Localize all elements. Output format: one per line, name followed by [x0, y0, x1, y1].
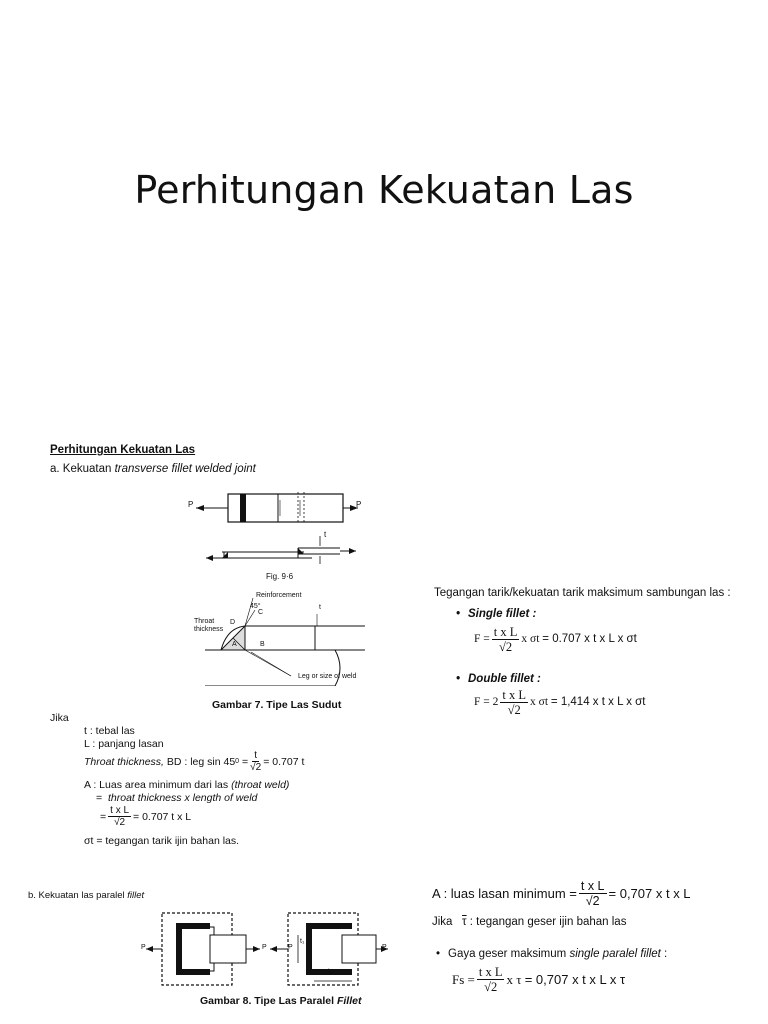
double-fillet-text: Double fillet : [468, 673, 541, 685]
fig2-a: A [232, 641, 237, 648]
min-area-fraction: $\frac{\text{t x L}}{√2}$ [580, 879, 605, 908]
def-a-formula: = $\frac{\text{t x L}}{√2}$ = 0.707 t x L [100, 805, 192, 828]
section-a-title [50, 463, 256, 477]
fig1-caption: Fig. 9·6 [266, 572, 294, 581]
jika-tau-label: Jika [432, 916, 453, 928]
shear-x: x τ [506, 971, 522, 987]
def-t-symbol: t [84, 725, 87, 737]
fig3-caption-prefix: Gambar 8. Tipe Las Paralel [200, 995, 337, 1007]
fig2-reinforcement: Reinforcement [256, 592, 302, 599]
shear-bullet-text: Gaya geser maksimum [448, 948, 570, 960]
fig3-p-right-1: P [288, 944, 293, 951]
throat-fraction: $\frac{t}{√2}$ [250, 750, 262, 773]
transverse-joint-figure [180, 486, 380, 582]
section-a-prefix: a. Kekuatan [50, 463, 115, 475]
fig3-p-left-2: P [262, 944, 267, 951]
double-x: x σt [530, 695, 549, 708]
single-fillet-formula [474, 626, 637, 653]
fig3-l2: l₂ [328, 969, 333, 976]
fig1-t-label: t [324, 530, 327, 539]
def-a-line2-eq: = [96, 792, 103, 804]
fig3-p-left-1: P [141, 944, 146, 951]
shear-formula [452, 966, 625, 993]
def-a-line2-text: throat thickness x length of weld [107, 792, 258, 804]
single-fraction: $\frac{\text{t x L}}{√2}$ [493, 625, 518, 654]
def-l [84, 738, 164, 751]
def-t [84, 725, 135, 738]
fig2-d: D [230, 619, 236, 626]
shear-result: = 0,707 x t x L x τ [524, 971, 626, 987]
double-result: = 1,414 x t x L x σt [550, 695, 646, 708]
def-l-desc: : panjang lasan [92, 738, 164, 750]
def-throat [84, 751, 304, 773]
slide-title: Perhitungan Kekuatan Las [134, 168, 634, 212]
single-fillet-text: Single fillet : [468, 608, 537, 620]
tau-desc: : tegangan geser ijin bahan las [469, 916, 627, 928]
fig2-t: t [319, 604, 321, 611]
section-b-italic: fillet [127, 890, 145, 901]
def-a-line1: A : Luas area minimum dari las [84, 779, 229, 791]
fig2-leg: Leg or size of weld [298, 673, 357, 680]
fig3-caption [200, 995, 361, 1008]
def-throat-rest: BD : leg sin 45 [166, 755, 236, 768]
def-a-result: = 0.707 t x L [133, 810, 192, 823]
double-f: F = 2 [474, 695, 499, 708]
section-b-title [28, 890, 144, 901]
fig2-caption: Gambar 7. Tipe Las Sudut [212, 699, 342, 711]
fig2-angle: 45° [250, 603, 261, 610]
double-fillet-label: • Double fillet : [456, 673, 541, 685]
min-area-label: A : luas lasan minimum [432, 885, 566, 901]
single-result: = 0.707 x t x L x σt [542, 632, 637, 645]
jika-tau [432, 916, 626, 930]
def-throat-italic: Throat thickness, [84, 755, 164, 768]
def-sigma: σt = tegangan tarik ijin bahan las. [84, 835, 240, 847]
tau-symbol: $\overline{\tau}$ [462, 916, 467, 928]
def-throat-eq: = [242, 755, 249, 768]
def-l-symbol: L [84, 738, 90, 750]
fig3-caption-italic: Fillet [336, 995, 362, 1007]
jika-label: Jika [50, 712, 69, 724]
scan-heading: Perhitungan Kekuatan Las [50, 444, 196, 456]
min-area-result: = 0,707 x t x L [608, 885, 691, 901]
fig2-throat-1: Throat [194, 618, 215, 625]
fig2-throat-2: thickness [194, 626, 224, 633]
single-x: x σt [521, 632, 540, 645]
shear-bullet-italic: single paralel fillet [569, 948, 661, 960]
shear-bullet-end: : [660, 948, 668, 960]
fig2-c: C [258, 609, 264, 616]
tensile-intro: Tegangan tarik/kekuatan tarik maksimum sambungan las : [434, 587, 731, 599]
min-area-formula [432, 880, 691, 907]
section-b-prefix: b. Kekuatan las paralel [28, 890, 128, 901]
fig2-b: B [260, 641, 265, 648]
fig1-p-right: P [356, 500, 362, 509]
shear-bullet: • Gaya geser maksimum single paralel fillet : [436, 948, 668, 960]
double-fraction: $\frac{\text{t x L}}{√2}$ [502, 688, 526, 717]
single-f: F = [474, 632, 490, 645]
shear-fraction: $\frac{\text{t x L}}{√2}$ [478, 965, 503, 994]
def-a [84, 779, 289, 792]
shear-fs: Fs = [452, 971, 475, 987]
def-throat-sup: 0 [235, 757, 240, 765]
def-t-desc: : tebal las [89, 725, 135, 737]
min-area-eq: = [569, 885, 577, 901]
area-fraction: $\frac{\text{t x L}}{√2}$ [110, 805, 130, 828]
def-throat-result: = 0.707 t [263, 755, 305, 768]
single-fillet-label: • Single fillet : [456, 608, 537, 620]
def-a-line1-italic: (throat weld) [231, 779, 290, 791]
fillet-weld-section-figure [195, 590, 375, 686]
fig3-t1: t₁ [300, 938, 305, 945]
double-fillet-formula [474, 689, 645, 716]
fig1-p-left: P [188, 500, 194, 509]
section-a-italic: transverse fillet welded joint [114, 463, 256, 475]
fig3-p-right-2: P [382, 944, 387, 951]
def-a-line2 [96, 792, 257, 805]
